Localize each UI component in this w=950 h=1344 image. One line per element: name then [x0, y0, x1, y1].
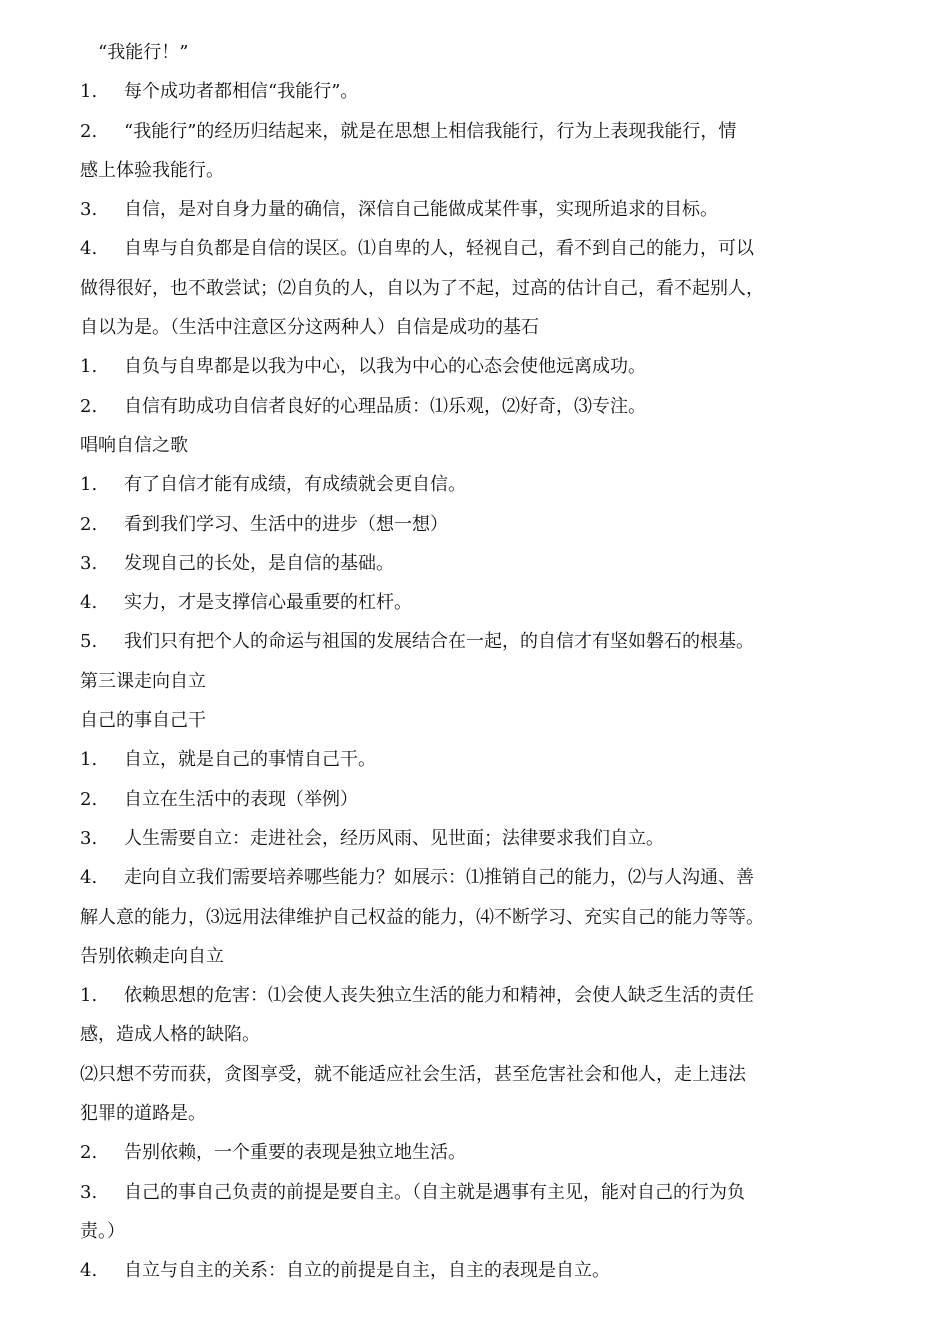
list-item	[80, 72, 870, 111]
line-text: 做得很好，也不敢尝试；⑵自负的人，自以为了不起，过高的估计自己，看不起别人，	[80, 277, 764, 299]
line-text: 自信有助成功自信者良好的心理品质：⑴乐观，⑵好奇，⑶专注。	[124, 395, 646, 417]
continuation-line	[80, 308, 870, 347]
line-text: 自信，是对自身力量的确信，深信自己能做成某件事，实现所追求的目标。	[124, 199, 718, 221]
item-number: 4.	[80, 238, 98, 260]
line-text: 依赖思想的危害：⑴会使人丧失独立生活的能力和精神，会使人缺乏生活的责任	[124, 985, 754, 1007]
line-text: 自卑与自负都是自信的误区。⑴自卑的人，轻视自己，看不到自己的能力，可以	[124, 238, 754, 260]
item-number: 2.	[80, 788, 98, 810]
list-item	[80, 740, 870, 779]
item-number: 1.	[80, 474, 98, 496]
continuation-line	[80, 898, 870, 937]
line-text: 自立与自主的关系：自立的前提是自主，自主的表现是自立。	[124, 1260, 610, 1282]
continuation-line	[80, 1212, 870, 1251]
list-item	[80, 544, 870, 583]
continuation-line	[80, 1015, 870, 1054]
item-number: 3.	[80, 552, 98, 574]
item-number: 2.	[80, 1142, 98, 1164]
item-number: 4.	[80, 867, 98, 889]
line-text: 自负与自卑都是以我为中心，以我为中心的心态会使他远离成功。	[124, 356, 646, 378]
line-text: 唱响自信之歌	[80, 434, 188, 456]
line-text: 走向自立我们需要培养哪些能力？如展示：⑴推销自己的能力，⑵与人沟通、善	[124, 867, 754, 889]
line-text: 第三课走向自立	[80, 670, 206, 692]
line-text: 每个成功者都相信“我能行”。	[124, 81, 359, 103]
line-text: 告别依赖走向自立	[80, 945, 224, 967]
item-number: 5.	[80, 631, 98, 653]
line-text: 自立在生活中的表现（举例）	[124, 788, 358, 810]
line-text: 看到我们学习、生活中的进步（想一想）	[124, 513, 448, 535]
continuation-line	[80, 151, 870, 190]
item-number: 2.	[80, 120, 98, 142]
item-number: 1.	[80, 356, 98, 378]
line-text: 自己的事自己干	[80, 710, 206, 732]
chapter-heading	[80, 662, 870, 701]
section-heading	[80, 937, 870, 976]
document-body	[80, 33, 870, 1291]
item-number: 3.	[80, 827, 98, 849]
list-item	[80, 1251, 870, 1290]
list-item	[80, 190, 870, 229]
line-text: ⑵只想不劳而获，贪图享受，就不能适应社会生活，甚至危害社会和他人，走上违法	[80, 1063, 746, 1085]
line-text: 自己的事自己负责的前提是要自主。（自主就是遇事有主见，能对自己的行为负	[124, 1181, 745, 1203]
item-number: 3.	[80, 1181, 98, 1203]
line-text: 感，造成人格的缺陷。	[80, 1024, 260, 1046]
line-text: 感上体验我能行。	[80, 159, 224, 181]
list-item	[80, 819, 870, 858]
line-text: 解人意的能力，⑶远用法律维护自己权益的能力，⑷不断学习、充实自己的能力等等。	[80, 906, 764, 928]
list-item	[80, 858, 870, 897]
list-item	[80, 387, 870, 426]
continuation-line	[80, 1055, 870, 1094]
list-item	[80, 347, 870, 386]
continuation-line	[80, 269, 870, 308]
line-text: 实力，才是支撑信心最重要的杠杆。	[124, 592, 412, 614]
line-text: 责。）	[80, 1220, 125, 1242]
list-item	[80, 976, 870, 1015]
line-text: 告别依赖，一个重要的表现是独立地生活。	[124, 1142, 466, 1164]
line-text: 我们只有把个人的命运与祖国的发展结合在一起，的自信才有坚如磐石的根基。	[124, 631, 754, 653]
line-text: 自立，就是自己的事情自己干。	[124, 749, 376, 771]
item-number: 1.	[80, 749, 98, 771]
item-number: 2.	[80, 513, 98, 535]
item-number: 1.	[80, 81, 98, 103]
line-text: 自以为是。（生活中注意区分这两种人）自信是成功的基石	[80, 317, 539, 339]
item-number: 4.	[80, 1260, 98, 1282]
section-title	[80, 33, 870, 72]
section-heading	[80, 701, 870, 740]
list-item	[80, 1133, 870, 1172]
line-text: 犯罪的道路是。	[80, 1103, 206, 1125]
line-text: “我能行！”	[98, 42, 189, 63]
list-item	[80, 780, 870, 819]
list-item	[80, 1173, 870, 1212]
list-item	[80, 583, 870, 622]
list-item	[80, 622, 870, 661]
line-text: 人生需要自立：走进社会，经历风雨、见世面；法律要求我们自立。	[124, 827, 664, 849]
list-item	[80, 229, 870, 268]
list-item	[80, 505, 870, 544]
list-item	[80, 112, 870, 151]
item-number: 2.	[80, 395, 98, 417]
line-text: “我能行”的经历归结起来，就是在思想上相信我能行，行为上表现我能行，情	[124, 120, 737, 142]
item-number: 1.	[80, 985, 98, 1007]
line-text: 发现自己的长处，是自信的基础。	[124, 552, 394, 574]
item-number: 4.	[80, 592, 98, 614]
list-item	[80, 465, 870, 504]
line-text: 有了自信才能有成绩，有成绩就会更自信。	[124, 474, 466, 496]
item-number: 3.	[80, 199, 98, 221]
section-heading	[80, 426, 870, 465]
continuation-line	[80, 1094, 870, 1133]
